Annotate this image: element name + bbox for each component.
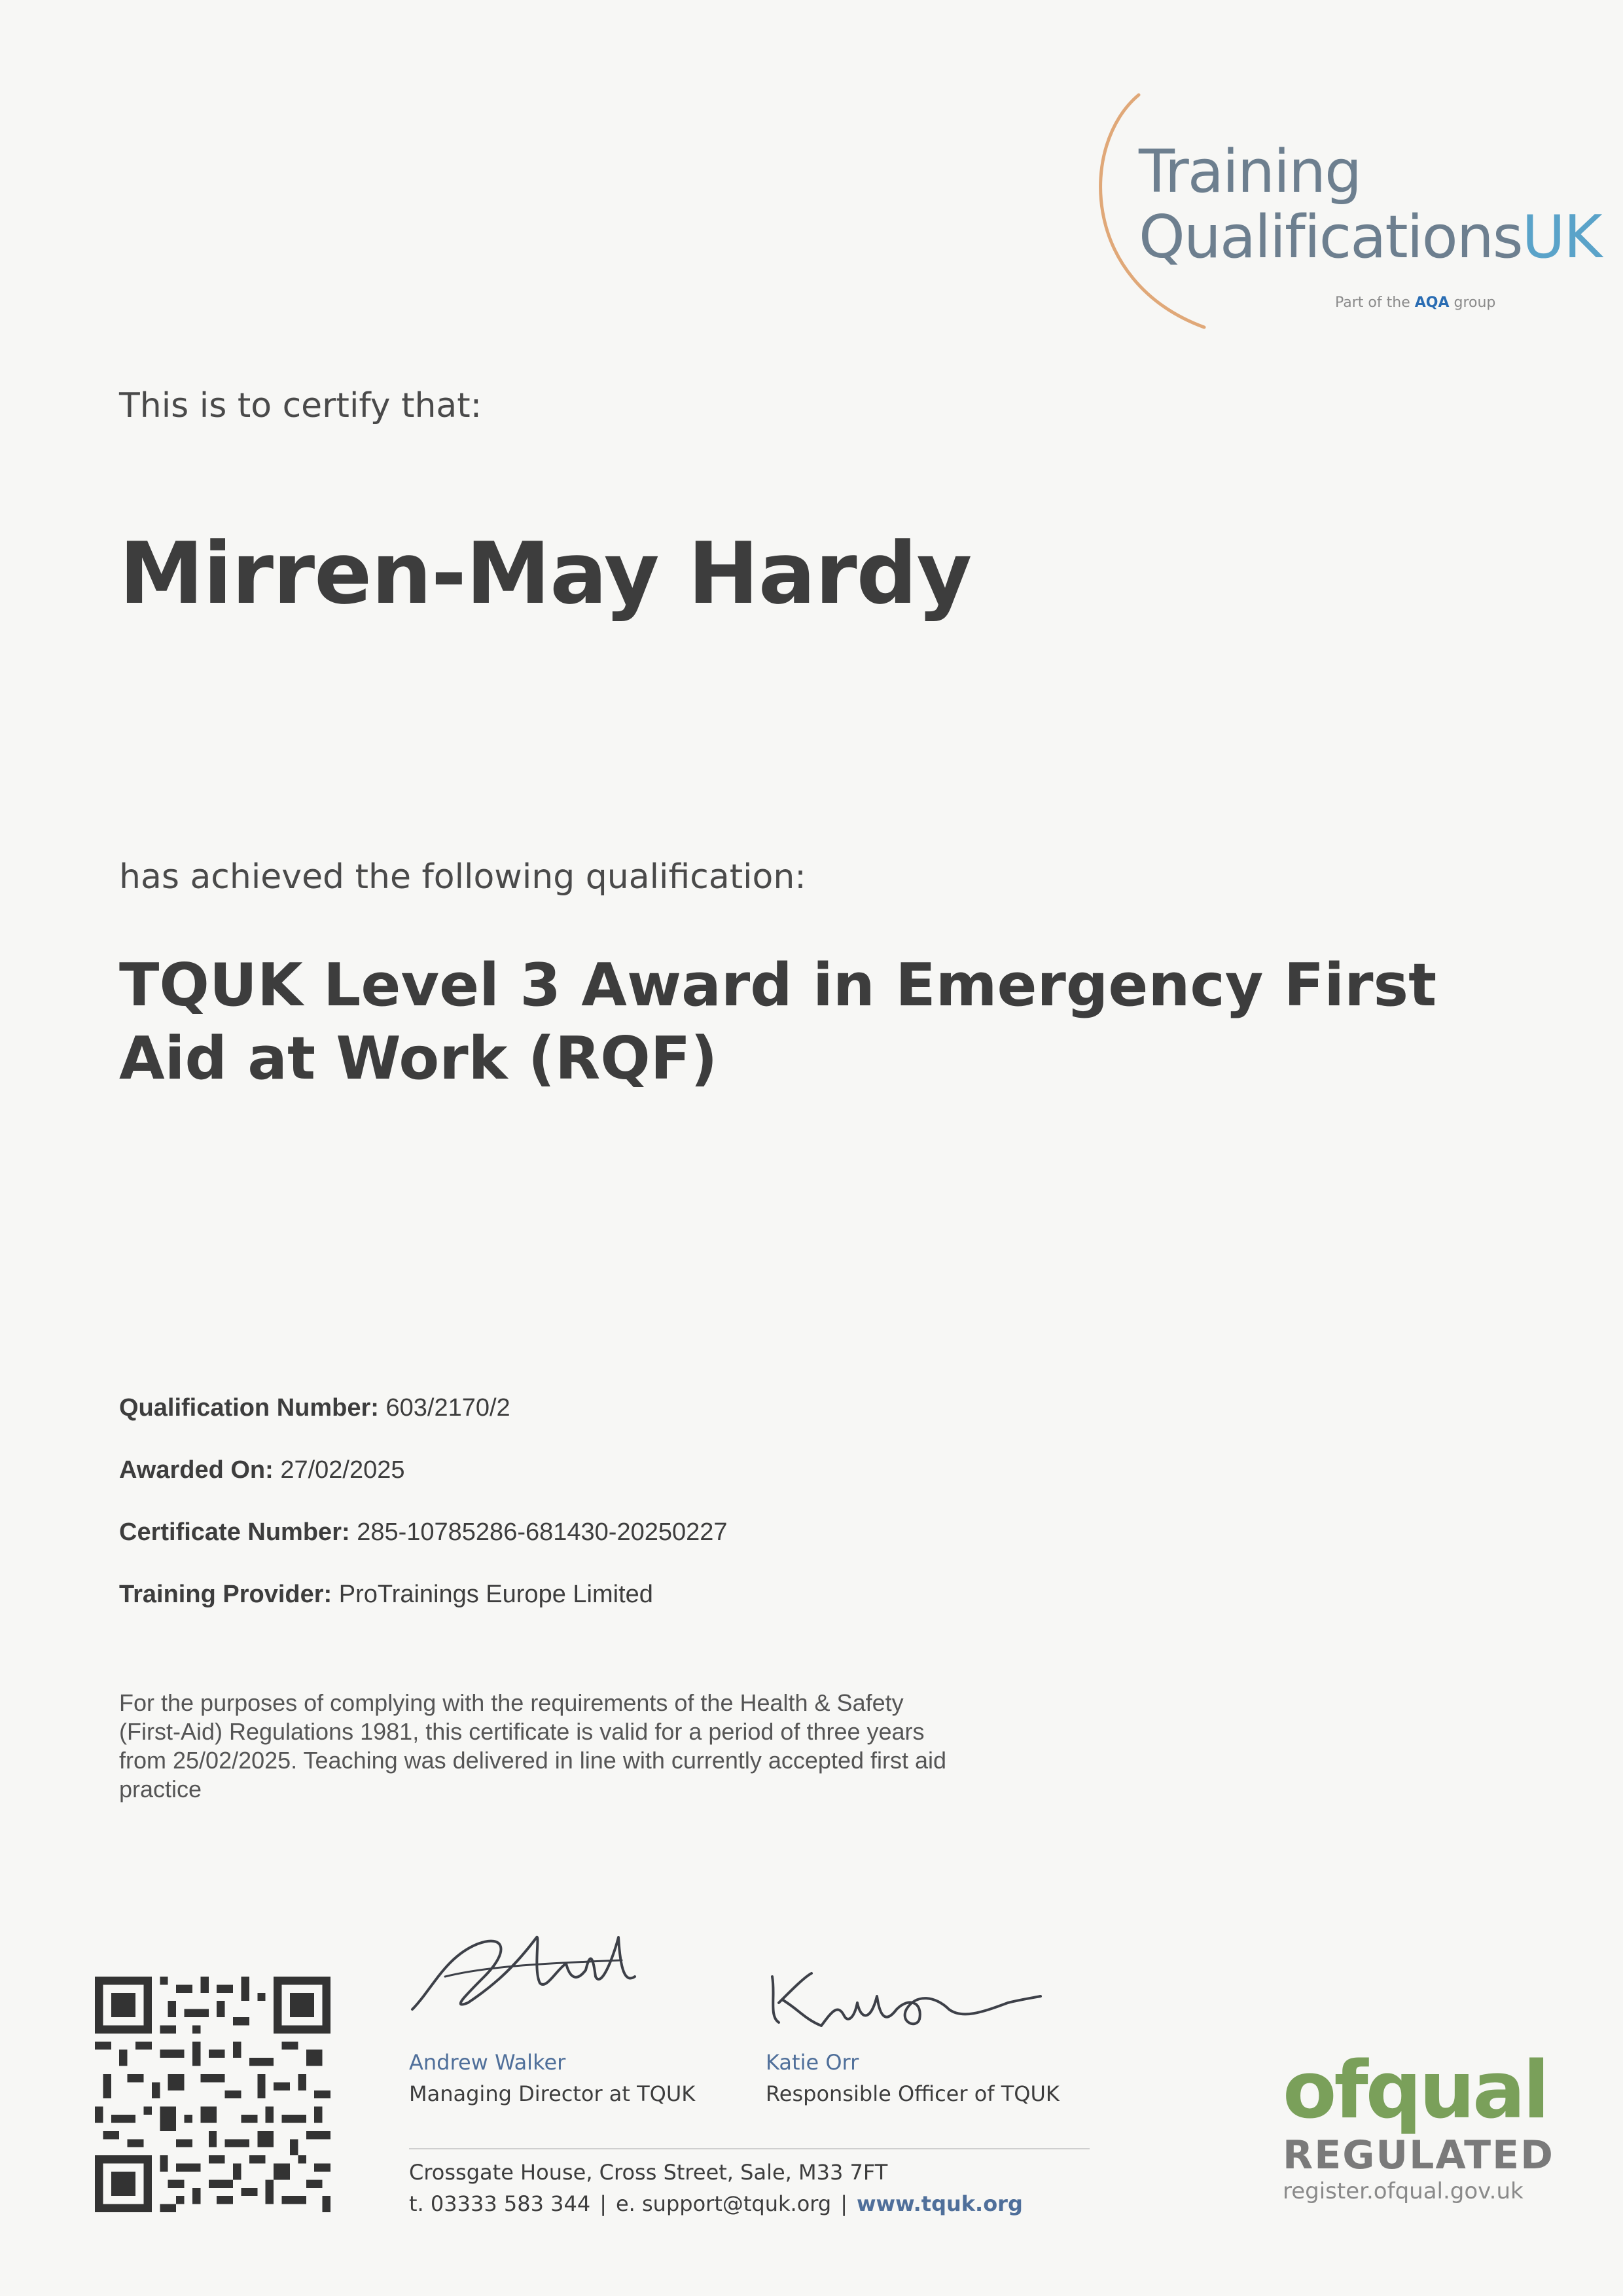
ofqual-wordmark: ofqual — [1283, 2045, 1548, 2136]
detail-label: Certificate Number: — [119, 1518, 350, 1546]
logo-uk-text: UK — [1522, 203, 1601, 272]
detail-value: ProTrainings Europe Limited — [338, 1581, 653, 1608]
signatory-name-1: Andrew Walker — [409, 2050, 566, 2075]
tquk-logo — [1086, 85, 1601, 347]
logo-qualifications-text: Qualifications — [1139, 203, 1522, 272]
ofqual-regulated-text: REGULATED — [1283, 2132, 1554, 2178]
detail-label: Awarded On: — [119, 1456, 274, 1484]
footer-email[interactable]: e. support@tquk.org — [615, 2191, 832, 2216]
detail-training-provider — [119, 1581, 728, 1609]
logo-line-training: Training — [1139, 137, 1361, 206]
logo-aqa-group — [1335, 295, 1495, 311]
detail-certificate-number — [119, 1518, 728, 1547]
footer-phone[interactable]: t. 03333 583 344 — [409, 2191, 591, 2216]
footer-contact — [409, 2191, 1023, 2216]
footer-website[interactable]: www.tquk.org — [856, 2191, 1023, 2216]
signatory-name-2: Katie Orr — [766, 2050, 859, 2075]
signatory-title-1: Managing Director at TQUK — [409, 2081, 696, 2106]
ofqual-register-url[interactable]: register.ofqual.gov.uk — [1283, 2178, 1524, 2204]
signature-katie-orr — [759, 1957, 1047, 2042]
signatory-title-2: Responsible Officer of TQUK — [766, 2081, 1060, 2106]
logo-aqa-suffix: group — [1454, 295, 1496, 311]
logo-line-qualifications — [1139, 203, 1601, 272]
footer-address: Crossgate House, Cross Street, Sale, M33 7FT — [409, 2160, 888, 2185]
detail-label: Qualification Number: — [119, 1394, 379, 1422]
validity-notice: For the purposes of complying with the requirements of the Health & Safety (First-Aid) Regulations 1981, this certificate is valid for a period of three years from 25/02/2025. Teaching was delivered in line with currently accepted first aid practice — [119, 1689, 947, 1803]
certify-intro: This is to certify that: — [119, 386, 482, 425]
detail-value: 285-10785286-681430-20250227 — [357, 1518, 728, 1546]
footer-separator: | — [840, 2191, 847, 2216]
detail-value: 27/02/2025 — [280, 1456, 405, 1484]
certificate-details — [119, 1394, 728, 1643]
achieved-text: has achieved the following qualification: — [119, 857, 806, 897]
footer-separator: | — [599, 2191, 607, 2216]
qr-code-icon[interactable] — [95, 1977, 330, 2212]
detail-label: Training Provider: — [119, 1581, 332, 1608]
recipient-name: Mirren-May Hardy — [119, 524, 972, 623]
footer-divider — [409, 2148, 1090, 2149]
logo-aqa-prefix: Part of the — [1335, 295, 1410, 311]
ofqual-regulated-logo — [1283, 2045, 1554, 2206]
detail-awarded-on — [119, 1456, 728, 1484]
detail-value: 603/2170/2 — [385, 1394, 510, 1422]
signature-andrew-walker — [406, 1911, 648, 2029]
qualification-title: TQUK Level 3 Award in Emergency First Aid at Work (RQF) — [119, 951, 1437, 1093]
logo-aqa-brand: AQA — [1414, 295, 1450, 311]
detail-qualification-number — [119, 1394, 728, 1422]
